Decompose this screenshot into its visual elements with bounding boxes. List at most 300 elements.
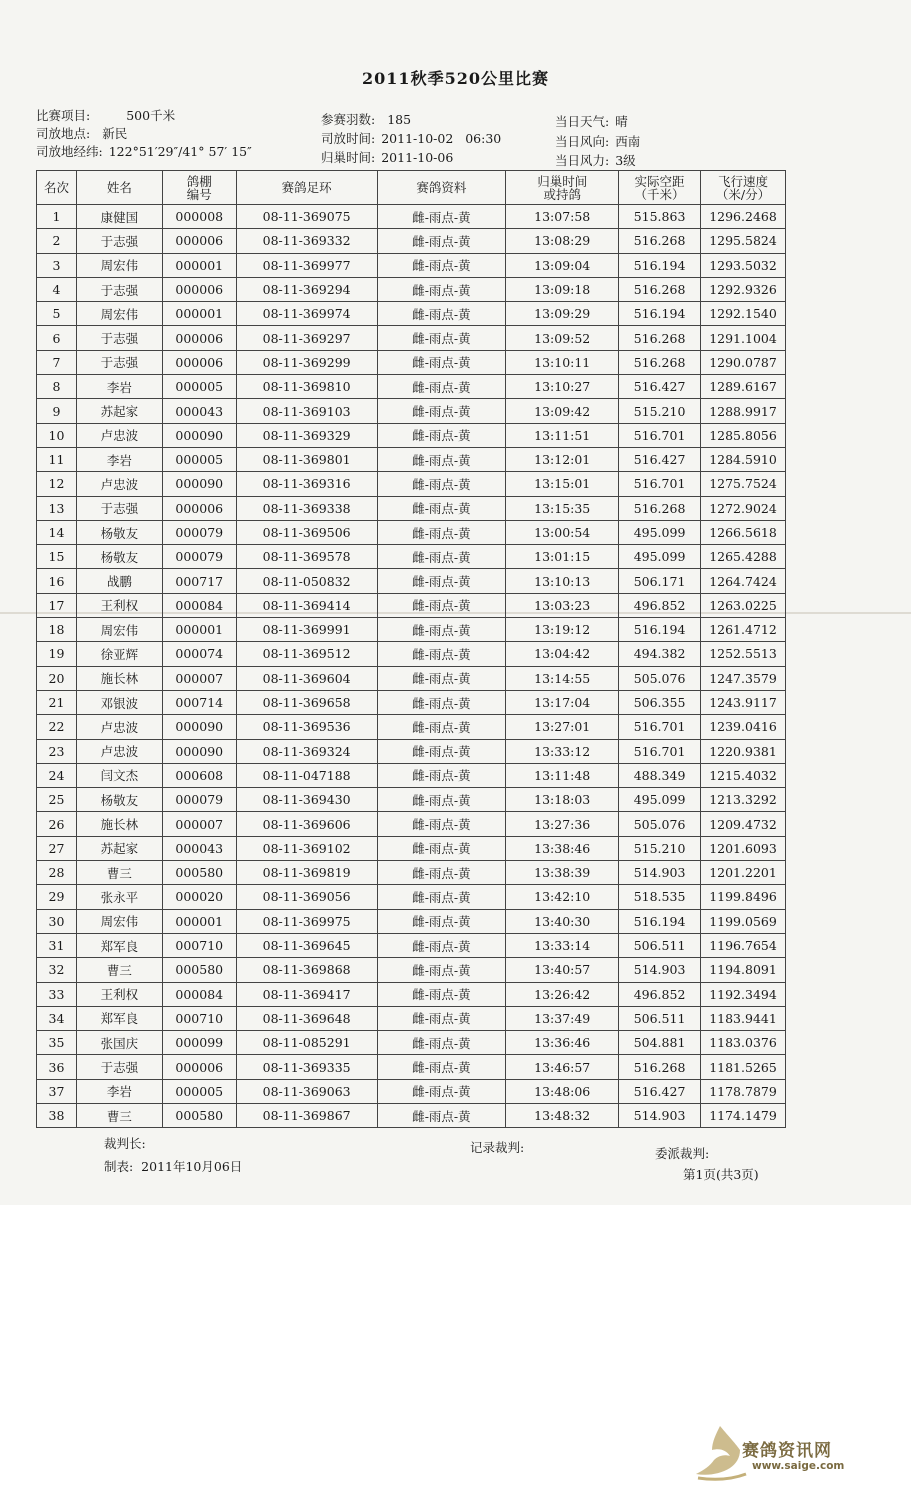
cell-speed: 1295.5824 (701, 229, 786, 253)
cell-name: 郑军良 (76, 1006, 162, 1030)
cell-rank: 9 (37, 399, 77, 423)
cell-rank: 38 (37, 1103, 77, 1127)
cell-rank: 5 (37, 302, 77, 326)
wind-direction-label: 当日风向: (555, 134, 610, 149)
cell-rank: 21 (37, 690, 77, 714)
cell-return-time: 13:01:15 (506, 545, 619, 569)
cell-bird-info: 雌-雨点-黄 (377, 277, 506, 301)
cell-ring: 08-11-369536 (236, 715, 377, 739)
cell-ring: 08-11-369316 (236, 472, 377, 496)
cell-bird-info: 雌-雨点-黄 (377, 812, 506, 836)
cell-bird-info: 雌-雨点-黄 (377, 520, 506, 544)
cell-name: 于志强 (76, 1055, 162, 1079)
cell-speed: 1178.7879 (701, 1079, 786, 1103)
cell-ring: 08-11-369975 (236, 909, 377, 933)
cell-loft-no: 000084 (162, 593, 236, 617)
cell-speed: 1201.6093 (701, 836, 786, 860)
cell-bird-info: 雌-雨点-黄 (377, 375, 506, 399)
cell-return-time: 13:26:42 (506, 982, 619, 1006)
cell-speed: 1272.9024 (701, 496, 786, 520)
cell-loft-no: 000005 (162, 447, 236, 471)
cell-rank: 28 (37, 861, 77, 885)
prepared-date: 制表: 2011年10月06日 (104, 1159, 243, 1174)
cell-distance: 496.852 (619, 593, 701, 617)
cell-bird-info: 雌-雨点-黄 (377, 1006, 506, 1030)
entries-info (321, 110, 411, 128)
cell-rank: 6 (37, 326, 77, 350)
cell-name: 郑军良 (76, 933, 162, 957)
cell-rank: 12 (37, 472, 77, 496)
cell-return-time: 13:38:46 (506, 836, 619, 860)
cell-distance: 516.268 (619, 350, 701, 374)
cell-speed: 1201.2201 (701, 861, 786, 885)
cell-loft-no: 000717 (162, 569, 236, 593)
cell-speed: 1192.3494 (701, 982, 786, 1006)
cell-rank: 4 (37, 277, 77, 301)
cell-rank: 36 (37, 1055, 77, 1079)
cell-ring: 08-11-047188 (236, 763, 377, 787)
cell-distance: 514.903 (619, 861, 701, 885)
cell-rank: 30 (37, 909, 77, 933)
cell-distance: 514.903 (619, 1103, 701, 1127)
cell-speed: 1199.8496 (701, 885, 786, 909)
cell-distance: 516.194 (619, 618, 701, 642)
cell-distance: 515.210 (619, 399, 701, 423)
cell-return-time: 13:09:04 (506, 253, 619, 277)
cell-ring: 08-11-369299 (236, 350, 377, 374)
cell-bird-info: 雌-雨点-黄 (377, 350, 506, 374)
cell-ring: 08-11-369329 (236, 423, 377, 447)
cell-return-time: 13:09:42 (506, 399, 619, 423)
table-row (37, 569, 786, 593)
cell-loft-no: 000710 (162, 933, 236, 957)
cell-ring: 08-11-369974 (236, 302, 377, 326)
cell-name: 李岩 (76, 375, 162, 399)
cell-name: 于志强 (76, 326, 162, 350)
cell-return-time: 13:10:27 (506, 375, 619, 399)
cell-name: 施长林 (76, 666, 162, 690)
cell-ring: 08-11-369430 (236, 788, 377, 812)
cell-ring: 08-11-369417 (236, 982, 377, 1006)
cell-return-time: 13:19:12 (506, 618, 619, 642)
cell-loft-no: 000074 (162, 642, 236, 666)
cell-distance: 506.511 (619, 933, 701, 957)
cell-loft-no: 000006 (162, 277, 236, 301)
cell-loft-no: 000090 (162, 739, 236, 763)
cell-distance: 495.099 (619, 788, 701, 812)
cell-bird-info: 雌-雨点-黄 (377, 618, 506, 642)
cell-return-time: 13:33:14 (506, 933, 619, 957)
col-loft-no: 鸽棚编号 (162, 171, 236, 205)
cell-ring: 08-11-369604 (236, 666, 377, 690)
cell-ring: 08-11-369075 (236, 205, 377, 229)
cell-return-time: 13:04:42 (506, 642, 619, 666)
event-label: 比赛项目: (36, 108, 91, 123)
cell-speed: 1284.5910 (701, 447, 786, 471)
cell-return-time: 13:08:29 (506, 229, 619, 253)
cell-name: 苏起家 (76, 836, 162, 860)
cell-loft-no: 000090 (162, 472, 236, 496)
cell-speed: 1291.1004 (701, 326, 786, 350)
cell-loft-no: 000079 (162, 788, 236, 812)
cell-loft-no: 000005 (162, 375, 236, 399)
cell-distance: 506.171 (619, 569, 701, 593)
cell-loft-no: 000006 (162, 1055, 236, 1079)
weather-value: 晴 (615, 114, 628, 129)
cell-ring: 08-11-369658 (236, 690, 377, 714)
cell-distance: 516.268 (619, 1055, 701, 1079)
cell-name: 曹三 (76, 958, 162, 982)
cell-name: 卢忠波 (76, 423, 162, 447)
cell-speed: 1252.5513 (701, 642, 786, 666)
cell-bird-info: 雌-雨点-黄 (377, 399, 506, 423)
cell-distance: 516.268 (619, 277, 701, 301)
col-return-time: 归巢时间或持鸽 (506, 171, 619, 205)
cell-rank: 29 (37, 885, 77, 909)
cell-bird-info: 雌-雨点-黄 (377, 447, 506, 471)
table-row (37, 958, 786, 982)
col-distance: 实际空距（千米） (619, 171, 701, 205)
cell-distance: 516.268 (619, 229, 701, 253)
cell-name: 杨敬友 (76, 545, 162, 569)
cell-distance: 515.863 (619, 205, 701, 229)
table-row (37, 861, 786, 885)
cell-speed: 1174.1479 (701, 1103, 786, 1127)
cell-name: 卢忠波 (76, 472, 162, 496)
cell-distance: 516.701 (619, 715, 701, 739)
cell-speed: 1266.5618 (701, 520, 786, 544)
cell-return-time: 13:11:51 (506, 423, 619, 447)
cell-ring: 08-11-369645 (236, 933, 377, 957)
cell-rank: 1 (37, 205, 77, 229)
cell-name: 战鹏 (76, 569, 162, 593)
watermark-url: www.saige.com (752, 1460, 845, 1472)
cell-loft-no: 000001 (162, 909, 236, 933)
cell-name: 张国庆 (76, 1031, 162, 1055)
cell-loft-no: 000079 (162, 545, 236, 569)
table-row (37, 1031, 786, 1055)
event-value: 500千米 (126, 108, 176, 123)
cell-ring: 08-11-369868 (236, 958, 377, 982)
cell-ring: 08-11-369063 (236, 1079, 377, 1103)
cell-bird-info: 雌-雨点-黄 (377, 545, 506, 569)
table-row (37, 690, 786, 714)
cell-loft-no: 000008 (162, 205, 236, 229)
cell-speed: 1296.2468 (701, 205, 786, 229)
cell-distance: 504.881 (619, 1031, 701, 1055)
return-time-info (321, 148, 453, 166)
release-time-label: 司放时间: (321, 131, 376, 146)
cell-name: 施长林 (76, 812, 162, 836)
table-row (37, 618, 786, 642)
wind-force-info (555, 151, 636, 169)
cell-ring: 08-11-369867 (236, 1103, 377, 1127)
cell-bird-info: 雌-雨点-黄 (377, 836, 506, 860)
cell-loft-no: 000608 (162, 763, 236, 787)
cell-ring: 08-11-050832 (236, 569, 377, 593)
cell-distance: 515.210 (619, 836, 701, 860)
cell-return-time: 13:11:48 (506, 763, 619, 787)
cell-ring: 08-11-369977 (236, 253, 377, 277)
cell-speed: 1215.4032 (701, 763, 786, 787)
cell-return-time: 13:15:01 (506, 472, 619, 496)
cell-speed: 1292.1540 (701, 302, 786, 326)
cell-loft-no: 000006 (162, 229, 236, 253)
col-rank: 名次 (37, 171, 77, 205)
table-row (37, 277, 786, 301)
cell-ring: 08-11-369578 (236, 545, 377, 569)
cell-name: 杨敬友 (76, 788, 162, 812)
record-referee: 记录裁判: (470, 1140, 525, 1155)
cell-bird-info: 雌-雨点-黄 (377, 302, 506, 326)
cell-return-time: 13:48:32 (506, 1103, 619, 1127)
table-row (37, 739, 786, 763)
cell-distance: 516.701 (619, 472, 701, 496)
cell-loft-no: 000090 (162, 715, 236, 739)
table-row (37, 520, 786, 544)
cell-name: 王利权 (76, 593, 162, 617)
cell-rank: 16 (37, 569, 77, 593)
cell-rank: 34 (37, 1006, 77, 1030)
wind-force-value: 3级 (615, 153, 636, 168)
wind-force-label: 当日风力: (555, 153, 610, 168)
cell-speed: 1220.9381 (701, 739, 786, 763)
cell-name: 李岩 (76, 1079, 162, 1103)
cell-rank: 25 (37, 788, 77, 812)
cell-ring: 08-11-369338 (236, 496, 377, 520)
cell-return-time: 13:14:55 (506, 666, 619, 690)
release-place-info (36, 124, 127, 142)
cell-name: 于志强 (76, 496, 162, 520)
cell-name: 周宏伟 (76, 302, 162, 326)
release-time-info (321, 129, 501, 147)
cell-loft-no: 000580 (162, 861, 236, 885)
cell-distance: 494.382 (619, 642, 701, 666)
cell-name: 周宏伟 (76, 909, 162, 933)
cell-ring: 08-11-369324 (236, 739, 377, 763)
cell-loft-no: 000580 (162, 958, 236, 982)
cell-return-time: 13:09:52 (506, 326, 619, 350)
cell-return-time: 13:00:54 (506, 520, 619, 544)
cell-distance: 516.268 (619, 326, 701, 350)
cell-bird-info: 雌-雨点-黄 (377, 715, 506, 739)
cell-distance: 516.427 (619, 447, 701, 471)
cell-rank: 3 (37, 253, 77, 277)
table-row (37, 666, 786, 690)
cell-bird-info: 雌-雨点-黄 (377, 472, 506, 496)
cell-bird-info: 雌-雨点-黄 (377, 1079, 506, 1103)
cell-distance: 516.268 (619, 496, 701, 520)
table-row (37, 350, 786, 374)
cell-ring: 08-11-369819 (236, 861, 377, 885)
cell-ring: 08-11-369991 (236, 618, 377, 642)
table-row (37, 302, 786, 326)
cell-rank: 26 (37, 812, 77, 836)
cell-return-time: 13:18:03 (506, 788, 619, 812)
table-row (37, 788, 786, 812)
cell-bird-info: 雌-雨点-黄 (377, 861, 506, 885)
cell-bird-info: 雌-雨点-黄 (377, 982, 506, 1006)
cell-return-time: 13:38:39 (506, 861, 619, 885)
table-row (37, 472, 786, 496)
cell-bird-info: 雌-雨点-黄 (377, 909, 506, 933)
cell-loft-no: 000580 (162, 1103, 236, 1127)
cell-distance: 495.099 (619, 545, 701, 569)
cell-bird-info: 雌-雨点-黄 (377, 885, 506, 909)
table-row (37, 496, 786, 520)
wind-direction-value: 西南 (615, 134, 641, 149)
table-row (37, 885, 786, 909)
return-time-value: 2011-10-06 (381, 150, 454, 165)
cell-rank: 37 (37, 1079, 77, 1103)
cell-rank: 32 (37, 958, 77, 982)
cell-bird-info: 雌-雨点-黄 (377, 666, 506, 690)
cell-return-time: 13:17:04 (506, 690, 619, 714)
table-row (37, 447, 786, 471)
cell-speed: 1247.3579 (701, 666, 786, 690)
cell-return-time: 13:03:23 (506, 593, 619, 617)
table-row (37, 229, 786, 253)
cell-ring: 08-11-369414 (236, 593, 377, 617)
cell-bird-info: 雌-雨点-黄 (377, 1055, 506, 1079)
cell-speed: 1289.6167 (701, 375, 786, 399)
cell-rank: 13 (37, 496, 77, 520)
cell-bird-info: 雌-雨点-黄 (377, 958, 506, 982)
cell-rank: 22 (37, 715, 77, 739)
cell-speed: 1292.9326 (701, 277, 786, 301)
cell-bird-info: 雌-雨点-黄 (377, 933, 506, 957)
cell-name: 卢忠波 (76, 715, 162, 739)
chief-referee: 裁判长: (104, 1136, 146, 1151)
cell-loft-no: 000710 (162, 1006, 236, 1030)
page-title: 2011秋季520公里比赛 (362, 69, 549, 88)
cell-distance: 495.099 (619, 520, 701, 544)
cell-distance: 516.427 (619, 375, 701, 399)
cell-loft-no: 000006 (162, 496, 236, 520)
table-row (37, 375, 786, 399)
cell-rank: 15 (37, 545, 77, 569)
cell-return-time: 13:33:12 (506, 739, 619, 763)
cell-rank: 23 (37, 739, 77, 763)
cell-bird-info: 雌-雨点-黄 (377, 642, 506, 666)
cell-rank: 31 (37, 933, 77, 957)
cell-distance: 488.349 (619, 763, 701, 787)
cell-bird-info: 雌-雨点-黄 (377, 326, 506, 350)
cell-bird-info: 雌-雨点-黄 (377, 593, 506, 617)
cell-return-time: 13:42:10 (506, 885, 619, 909)
cell-speed: 1285.8056 (701, 423, 786, 447)
cell-ring: 08-11-369606 (236, 812, 377, 836)
cell-return-time: 13:40:57 (506, 958, 619, 982)
cell-rank: 7 (37, 350, 77, 374)
cell-speed: 1239.0416 (701, 715, 786, 739)
cell-rank: 20 (37, 666, 77, 690)
cell-speed: 1275.7524 (701, 472, 786, 496)
cell-name: 李岩 (76, 447, 162, 471)
cell-rank: 10 (37, 423, 77, 447)
cell-return-time: 13:09:18 (506, 277, 619, 301)
cell-speed: 1290.0787 (701, 350, 786, 374)
col-bird-info: 赛鸽资料 (377, 171, 506, 205)
cell-ring: 08-11-369648 (236, 1006, 377, 1030)
cell-speed: 1183.0376 (701, 1031, 786, 1055)
table-row (37, 205, 786, 229)
table-row (37, 1006, 786, 1030)
cell-ring: 08-11-369512 (236, 642, 377, 666)
cell-name: 于志强 (76, 350, 162, 374)
cell-rank: 35 (37, 1031, 77, 1055)
col-name: 姓名 (76, 171, 162, 205)
cell-distance: 505.076 (619, 812, 701, 836)
cell-distance: 516.194 (619, 253, 701, 277)
wind-direction-info (555, 132, 640, 150)
cell-name: 周宏伟 (76, 253, 162, 277)
cell-name: 邓银波 (76, 690, 162, 714)
cell-loft-no: 000001 (162, 302, 236, 326)
cell-speed: 1293.5032 (701, 253, 786, 277)
cell-name: 卢忠波 (76, 739, 162, 763)
cell-return-time: 13:10:11 (506, 350, 619, 374)
entries-value: 185 (387, 112, 412, 127)
cell-distance: 505.076 (619, 666, 701, 690)
cell-rank: 19 (37, 642, 77, 666)
release-place-value: 新民 (102, 126, 128, 141)
cell-bird-info: 雌-雨点-黄 (377, 788, 506, 812)
table-header-row (37, 171, 786, 205)
cell-bird-info: 雌-雨点-黄 (377, 739, 506, 763)
cell-ring: 08-11-369335 (236, 1055, 377, 1079)
entries-label: 参赛羽数: (321, 112, 376, 127)
cell-loft-no: 000001 (162, 618, 236, 642)
cell-distance: 516.194 (619, 909, 701, 933)
cell-rank: 27 (37, 836, 77, 860)
table-row (37, 253, 786, 277)
cell-return-time: 13:36:46 (506, 1031, 619, 1055)
cell-distance: 506.511 (619, 1006, 701, 1030)
cell-name: 康健国 (76, 205, 162, 229)
cell-speed: 1213.3292 (701, 788, 786, 812)
cell-return-time: 13:27:36 (506, 812, 619, 836)
table-row (37, 423, 786, 447)
cell-return-time: 13:48:06 (506, 1079, 619, 1103)
cell-speed: 1264.7424 (701, 569, 786, 593)
coords-label: 司放地经纬: (36, 144, 103, 159)
cell-loft-no: 000007 (162, 666, 236, 690)
cell-speed: 1243.9117 (701, 690, 786, 714)
cell-name: 苏起家 (76, 399, 162, 423)
cell-bird-info: 雌-雨点-黄 (377, 1031, 506, 1055)
cell-rank: 33 (37, 982, 77, 1006)
table-row (37, 836, 786, 860)
cell-loft-no: 000714 (162, 690, 236, 714)
table-row (37, 1079, 786, 1103)
cell-loft-no: 000006 (162, 326, 236, 350)
cell-return-time: 13:10:13 (506, 569, 619, 593)
cell-rank: 8 (37, 375, 77, 399)
cell-name: 周宏伟 (76, 618, 162, 642)
cell-rank: 18 (37, 618, 77, 642)
cell-loft-no: 000043 (162, 836, 236, 860)
cell-bird-info: 雌-雨点-黄 (377, 423, 506, 447)
cell-ring: 08-11-369506 (236, 520, 377, 544)
cell-distance: 518.535 (619, 885, 701, 909)
cell-distance: 506.355 (619, 690, 701, 714)
cell-loft-no: 000099 (162, 1031, 236, 1055)
cell-bird-info: 雌-雨点-黄 (377, 763, 506, 787)
cell-ring: 08-11-085291 (236, 1031, 377, 1055)
cell-loft-no: 000020 (162, 885, 236, 909)
cell-speed: 1261.4712 (701, 618, 786, 642)
